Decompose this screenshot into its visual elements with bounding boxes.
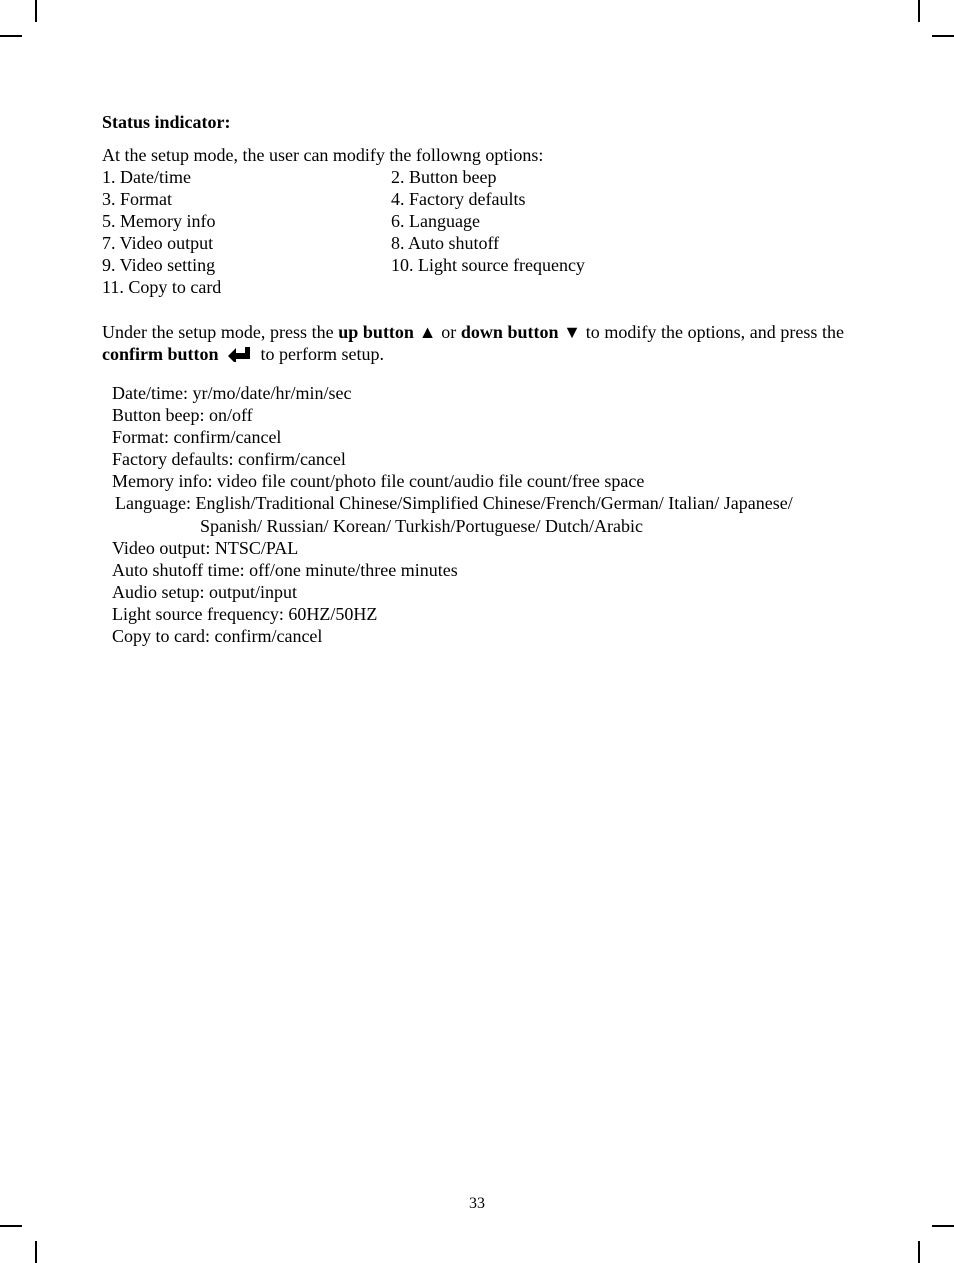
instruction-paragraph bbox=[102, 321, 844, 367]
setting-item-language: Language: English/Traditional Chinese/Simplified Chinese/French/German/ Italian/ Japanese/ bbox=[115, 493, 793, 513]
instruction-text: to modify the options, and press the bbox=[585, 322, 845, 342]
crop-mark bbox=[918, 1241, 920, 1263]
instruction-text: or bbox=[441, 322, 457, 342]
crop-mark bbox=[0, 35, 22, 37]
crop-mark bbox=[932, 1225, 954, 1227]
setting-item: Light source frequency: 60HZ/50HZ bbox=[112, 604, 378, 624]
option-item: 6. Language bbox=[391, 211, 480, 231]
crop-mark bbox=[35, 0, 37, 22]
option-item: 10. Light source frequency bbox=[391, 255, 585, 275]
instruction-text: to perform setup. bbox=[260, 344, 384, 364]
setting-item: Memory info: video file count/photo file count/audio file count/free space bbox=[112, 471, 645, 491]
option-item: 2. Button beep bbox=[391, 167, 497, 187]
option-item: 4. Factory defaults bbox=[391, 189, 526, 209]
crop-mark bbox=[932, 35, 954, 37]
up-button-label: up button bbox=[338, 322, 414, 342]
setting-item: Date/time: yr/mo/date/hr/min/sec bbox=[112, 383, 352, 403]
option-item: 11. Copy to card bbox=[102, 277, 222, 297]
instruction-text: Under the setup mode, press the bbox=[102, 322, 334, 342]
setting-item: Format: confirm/cancel bbox=[112, 427, 282, 447]
setting-item: Auto shutoff time: off/one minute/three minutes bbox=[112, 560, 458, 580]
option-item: 7. Video output bbox=[102, 233, 214, 253]
intro-text: At the setup mode, the user can modify the followng options: bbox=[102, 145, 544, 165]
setting-item: Video output: NTSC/PAL bbox=[112, 538, 299, 558]
option-item: 1. Date/time bbox=[102, 167, 191, 187]
page-number: 33 bbox=[469, 1195, 485, 1212]
option-item: 9. Video setting bbox=[102, 255, 216, 275]
setting-item: Factory defaults: confirm/cancel bbox=[112, 449, 346, 469]
option-item: 3. Format bbox=[102, 189, 172, 209]
setting-item: Button beep: on/off bbox=[112, 405, 253, 425]
confirm-button-label: confirm button bbox=[102, 344, 219, 364]
up-arrow-icon: ▲ bbox=[418, 322, 437, 342]
crop-mark bbox=[35, 1241, 37, 1263]
option-item: 5. Memory info bbox=[102, 211, 216, 231]
down-button-label: down button bbox=[460, 322, 559, 342]
section-heading: Status indicator: bbox=[102, 112, 231, 132]
option-item: 8. Auto shutoff bbox=[391, 233, 500, 253]
crop-mark bbox=[0, 1225, 22, 1227]
setting-item: Copy to card: confirm/cancel bbox=[112, 626, 323, 646]
enter-return-icon bbox=[227, 345, 251, 367]
crop-mark bbox=[918, 0, 920, 22]
setting-item: Audio setup: output/input bbox=[112, 582, 298, 602]
down-arrow-icon: ▼ bbox=[563, 322, 582, 342]
setting-item-language-cont: Spanish/ Russian/ Korean/ Turkish/Portuguese/ Dutch/Arabic bbox=[200, 516, 643, 536]
